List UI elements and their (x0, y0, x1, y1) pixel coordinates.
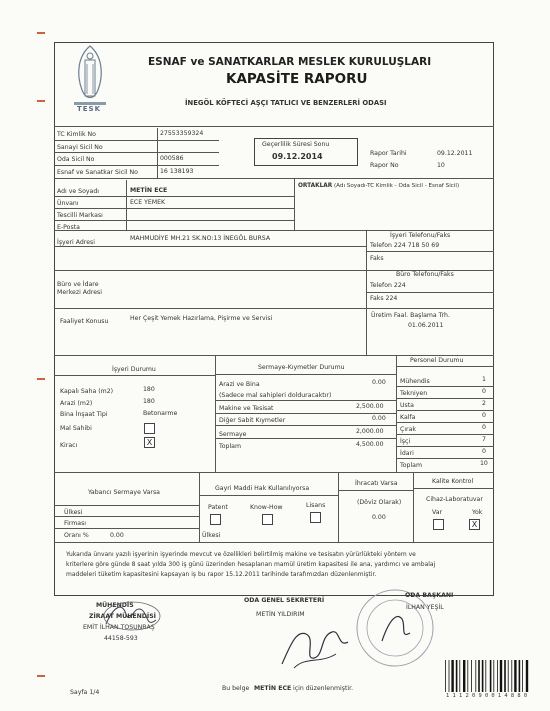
capital-value: 2,000.00 (356, 428, 384, 435)
esnaf-label: Esnaf ve Sanatkar Sicil No (57, 169, 138, 176)
staff-row-label: Toplam (400, 462, 422, 469)
quality-yes-checkbox[interactable] (433, 519, 444, 530)
other-assets-value: 0.00 (372, 415, 386, 422)
quality-no-checkbox[interactable]: X (469, 519, 480, 530)
staff-row-label: Mühendis (400, 378, 430, 385)
staff-row-label: Usta (400, 402, 414, 409)
barcode-bar (463, 660, 465, 692)
trade-label: Tescilli Markası (57, 212, 103, 219)
tenant-label: Kiracı (60, 442, 78, 449)
closed-area-label: Kapalı Saha (m2) (60, 388, 114, 395)
staff-row-value: 1 (482, 376, 486, 383)
barcode-bar (504, 660, 506, 692)
partners-label: ORTAKLAR (298, 183, 333, 189)
patent-label: Patent (208, 504, 228, 511)
name-value: METİN ECE (130, 187, 168, 194)
staff-row-label: İdari (400, 450, 414, 457)
workplace-phone-value: Telefon 224 718 50 69 (370, 242, 440, 249)
capital-heading: Sermaye-Kıymetler Durumu (258, 364, 345, 371)
quality-sub: Cihaz-Laboratuvar (426, 496, 483, 503)
esnaf-value: 16 138193 (160, 168, 194, 175)
secretary-name: METİN YILDIRIM (256, 611, 305, 618)
report-date-value: 09.12.2011 (437, 150, 473, 157)
president-heading: ODA BAŞKANI (405, 592, 454, 599)
machine-value: 2,500.00 (356, 403, 384, 410)
staff-row-value: 0 (482, 448, 486, 455)
page-number: Sayfa 1/4 (70, 689, 100, 696)
scan-mark (37, 378, 45, 380)
report-no-value: 10 (437, 162, 445, 169)
staff-row-value: 0 (482, 388, 486, 395)
knowhow-checkbox[interactable] (262, 514, 273, 525)
barcode-bar (500, 660, 502, 692)
barcode-number: 1 1 1 2 0 9 0 0 1 4 8 8 0 (446, 693, 528, 699)
president-name: İLHAN YEŞİL (406, 604, 444, 611)
scan-mark (37, 100, 45, 102)
office-address-label-1: Büro ve İdare (57, 281, 99, 288)
quality-no-label: Yok (472, 509, 483, 516)
office-fax-value: Faks 224 (370, 295, 398, 302)
statement-line-1: Yukarıda ünvanı yazılı işyerinin işyerinde mevcut ve özellikleri belirtilmiş makine ve tesisatın yürürlükteki yöntem ve (66, 551, 416, 558)
workplace-address-value: MAHMUDİYE MH.21 SK.NO:13 İNEGÖL BURSA (130, 235, 271, 242)
title-label: Ünvanı (57, 200, 79, 207)
foreign-ratio-value: 0.00 (110, 532, 124, 539)
barcode-bar (490, 660, 492, 692)
export-heading: İhracatı Varsa (355, 480, 398, 487)
intangible-country-label: Ülkesi (202, 532, 221, 539)
engineer-title: ZİRAAT MÜHENDİSİ (89, 613, 156, 620)
capital-land-value: 0.00 (372, 379, 386, 386)
foreign-ratio-label: Oranı % (64, 532, 89, 539)
barcode (444, 660, 532, 692)
partners-sub: (Adı Soyadı-TC Kimlik - Oda Sicil - Esnaf Sicil) (334, 183, 460, 189)
workplace-phone-label: İşyeri Telefonu/Faks (390, 232, 451, 239)
workplace-status-heading: İşyeri Durumu (112, 366, 156, 373)
capital-total-label: Toplam (219, 443, 241, 450)
barcode-bar (451, 660, 453, 692)
land-area-value: 180 (143, 398, 155, 405)
chamber-name: İNEGÖL KÖFTECİ AŞÇI TATLICI VE BENZERLERİ ODASI (185, 99, 387, 107)
barcode-bar (526, 660, 528, 692)
activity-value: Her Çeşit Yemek Hazırlama, Pişirme ve Servisi (130, 315, 273, 322)
email-label: E-Posta (57, 224, 80, 231)
barcode-bar (522, 660, 523, 692)
staff-row-label: Tekniyen (400, 390, 428, 397)
office-address-label-2: Merkezi Adresi (57, 289, 103, 296)
org-title: ESNAF ve SANATKARLAR MESLEK KURULUŞLARI (148, 56, 432, 68)
patent-checkbox[interactable] (210, 514, 221, 525)
staff-row-label: İşçi (400, 438, 411, 445)
production-start-label: Üretim Faal. Başlama Trh. (371, 312, 450, 319)
barcode-bar (482, 660, 484, 692)
barcode-bar (456, 660, 458, 692)
barcode-bar (511, 660, 512, 692)
barcode-bar (471, 660, 472, 692)
staff-row-value: 0 (482, 424, 486, 431)
report-no-label: Rapor No (370, 162, 399, 169)
closed-area-value: 180 (143, 386, 155, 393)
oda-label: Oda Sicil No (57, 156, 95, 163)
tc-value: 27553359324 (160, 130, 204, 137)
oda-value: 000586 (160, 155, 184, 162)
statement-line-2: kriterlere göre günde 8 saat yılda 300 iş günü üzerinden hesaplanan mamül üretim kapasitesi ile ana, yardımcı ve ambalaj (66, 561, 436, 568)
scan-mark (37, 675, 45, 677)
barcode-bar (445, 660, 446, 692)
workplace-address-label: İşyeri Adresi (57, 239, 95, 246)
barcode-bar (493, 660, 494, 692)
barcode-bar (449, 660, 450, 692)
barcode-bar (514, 660, 516, 692)
barcode-bar (467, 660, 468, 692)
staff-row-value: 0 (482, 412, 486, 419)
staff-row-label: Çırak (400, 426, 416, 433)
license-checkbox[interactable] (310, 512, 321, 523)
staff-row-value: 7 (482, 436, 486, 443)
land-area-label: Arazi (m2) (60, 400, 93, 407)
capital-label: Sermaye (219, 431, 247, 438)
other-assets-label: Diğer Sabit Kıymetler (219, 417, 286, 424)
foreign-firm-label: Firması (64, 520, 87, 527)
sanayi-label: Sanayi Sicil No (57, 144, 103, 151)
staff-row-label: Kalfa (400, 414, 416, 421)
machine-label: Makine ve Tesisat (219, 405, 274, 412)
name-label: Adı ve Soyadı (57, 188, 99, 195)
knowhow-label: Know-How (250, 504, 283, 511)
staff-heading: Personel Durumu (410, 357, 464, 364)
title-value: ECE YEMEK (130, 199, 166, 206)
report-date-label: Rapor Tarihi (370, 150, 407, 157)
barcode-bar (519, 660, 521, 692)
building-type-value: Betonarme (143, 410, 178, 417)
barcode-bar (485, 660, 486, 692)
barcode-bar (459, 660, 460, 692)
staff-row-value: 2 (482, 400, 486, 407)
owner-label: Mal Sahibi (60, 425, 92, 432)
tc-label: TC Kimlik No (57, 131, 96, 138)
scan-mark (37, 32, 45, 34)
tenant-checkbox[interactable]: X (144, 437, 155, 448)
office-phone-value: Telefon 224 (370, 282, 406, 289)
engineer-number: 44158-593 (104, 635, 138, 642)
engineer-signature (96, 592, 166, 642)
intangible-heading: Gayri Maddi Hak Kullanılıyorsa (215, 485, 310, 492)
quality-yes-label: Var (432, 509, 443, 516)
statement-line-3: maddeleri tüketim kapasitesini kapsayan iş bu rapor 15.12.2011 tarihinde tarafımızdan düzenlenmiştir. (66, 571, 377, 578)
barcode-bar (497, 660, 498, 692)
validity-value: 09.12.2014 (272, 152, 323, 161)
workplace-fax-label: Faks (370, 255, 384, 262)
logo-text: TESK (77, 105, 102, 113)
office-phone-label: Büro Telefonu/Faks (396, 271, 454, 278)
production-start-value: 01.06.2011 (408, 322, 444, 329)
capital-land-sub: (Sadece mal sahipleri dolduracaktır) (219, 392, 332, 399)
foreign-country-label: Ülkesi (64, 509, 83, 516)
engineer-heading: MÜHENDİS (96, 602, 134, 609)
footer-note-prefix: Bu belge (222, 685, 250, 692)
footer-note-suffix: için düzenlenmiştir. (293, 685, 354, 692)
activity-label: Faaliyet Konusu (60, 318, 109, 325)
barcode-bar (475, 660, 476, 692)
license-label: Lisans (306, 502, 326, 509)
validity-label: Geçerlilik Süresi Sonu (262, 141, 330, 148)
building-type-label: Bina İnşaat Tipi (60, 411, 108, 418)
foreign-capital-heading: Yabancı Sermaye Varsa (88, 489, 160, 496)
engineer-name: EMİT İLHAN TOSUNBAŞ (83, 624, 155, 631)
barcode-bar (478, 660, 480, 692)
staff-row-value: 10 (480, 460, 488, 467)
report-title: KAPASİTE RAPORU (226, 71, 368, 87)
secretary-heading: ODA GENEL SEKRETERİ (244, 597, 325, 604)
capital-total-value: 4,500.00 (356, 441, 384, 448)
owner-checkbox[interactable] (144, 423, 155, 434)
export-sub: (Döviz Olarak) (357, 499, 402, 506)
barcode-bar (508, 660, 509, 692)
capital-land-label: Arazi ve Bina (219, 381, 260, 388)
secretary-signature (276, 616, 354, 676)
export-value: 0.00 (372, 514, 386, 521)
footer-note-name: METİN ECE (254, 685, 292, 692)
quality-heading: Kalite Kontrol (432, 478, 474, 485)
